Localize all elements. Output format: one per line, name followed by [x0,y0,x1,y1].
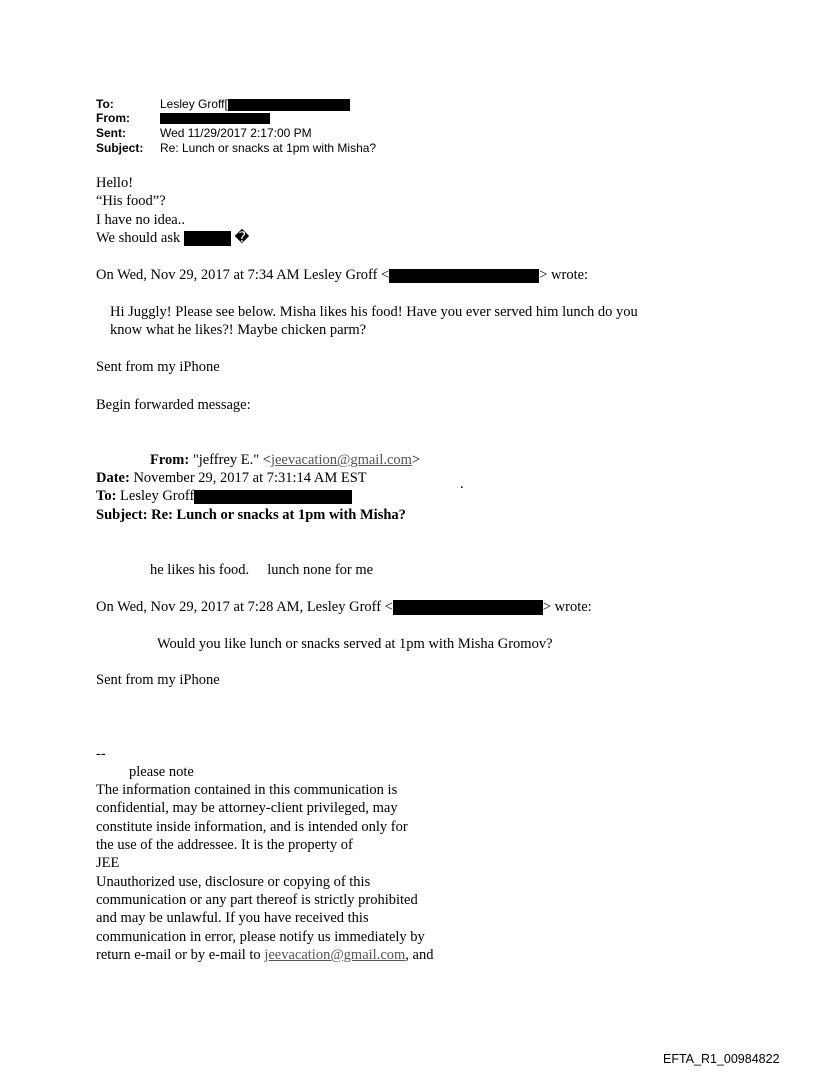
email-link[interactable]: jeevacation@gmail.com [264,947,406,963]
redaction [393,600,543,615]
ask-text: We should ask [96,230,181,246]
header-sent-row [96,126,312,140]
fwd-date-row [96,469,367,488]
email-link[interactable]: jeevacation@gmail.com [270,452,412,468]
header-from-row [96,111,270,125]
subject-label: Subject: [96,141,144,155]
header-subject-row [96,141,376,155]
fwd-date-value: November 29, 2017 at 7:31:14 AM EST [133,470,367,486]
fwd-subject-row: Subject: Re: Lunch or snacks at 1pm with Misha? [96,507,406,523]
to-label: To: [96,97,114,111]
disclaimer-line: confidential, may be attorney-client privileged, may [96,800,398,816]
header-to-row [96,97,350,111]
fwd-date-label: Date: [96,470,130,486]
redaction [184,231,231,246]
quote-intro-text: > wrote: [539,267,589,283]
disclaimer-line: communication or any part thereof is strictly prohibited [96,892,418,908]
fwd-from-value: "jeffrey E." < [192,452,271,468]
replacement-glyph: � [234,230,250,246]
quote-intro-text: On Wed, Nov 29, 2017 at 7:28 AM, Lesley Groff < [96,599,393,615]
fwd-from-value: > [411,452,421,468]
quote-intro [96,598,592,617]
disclaimer-line: the use of the addressee. It is the property of [96,837,353,853]
quote-intro [96,266,588,285]
redaction [389,269,539,283]
quote-intro-text: > wrote: [542,599,592,615]
fwd-body: he likes his food. lunch none for me [150,562,374,578]
disclaimer-line: constitute inside information, and is intended only for [96,819,408,835]
sent-label: Sent: [96,126,126,140]
quote-body-line: Would you like lunch or snacks served at 1pm with Misha Gromov? [157,636,553,652]
quote-body-line: Hi Juggly! Please see below. Misha likes his food! Have you ever served him lunch do you [110,304,638,320]
subject-value: Re: Lunch or snacks at 1pm with Misha? [160,141,377,155]
sent-value: Wed 11/29/2017 2:17:00 PM [160,126,312,140]
disclaimer-line: and may be unlawful. If you have received this [96,910,369,926]
quote-body-line: know what he likes?! Maybe chicken parm? [110,322,367,338]
disclaimer-text: , and [405,947,434,963]
disclaimer-line [96,946,433,965]
from-label: From: [96,111,130,125]
reply-line-ask [96,229,249,248]
redaction [160,113,270,124]
fwd-from-row [150,451,420,470]
quote-intro-text: On Wed, Nov 29, 2017 at 7:34 AM Lesley Groff < [96,267,390,283]
reply-line: I have no idea.. [96,212,185,228]
disclaimer-note: please note [129,764,194,780]
disclaimer-line: communication in error, please notify us immediately by [96,929,425,945]
disclaimer-line: The information contained in this communication is [96,782,398,798]
signature: Sent from my iPhone [96,359,220,375]
document-id: EFTA_R1_00984822 [663,1052,780,1066]
fwd-to-value: Lesley Groff [120,488,195,504]
reply-line: “His food”? [96,193,166,209]
to-value: Lesley Groff[ [160,97,228,111]
sig-dash: -- [96,746,106,762]
fwd-to-row [96,487,352,506]
redaction [228,99,350,111]
reply-line: Hello! [96,175,134,191]
redaction [194,490,352,504]
stray-dot: . [460,476,464,492]
disclaimer-line: Unauthorized use, disclosure or copying of this [96,874,371,890]
fwd-to-label: To: [96,488,117,504]
signature: Sent from my iPhone [96,672,220,688]
forward-intro: Begin forwarded message: [96,397,251,413]
disclaimer-line: JEE [96,855,120,871]
fwd-from-label: From: [150,452,190,468]
disclaimer-text: return e-mail or by e-mail to [96,947,265,963]
